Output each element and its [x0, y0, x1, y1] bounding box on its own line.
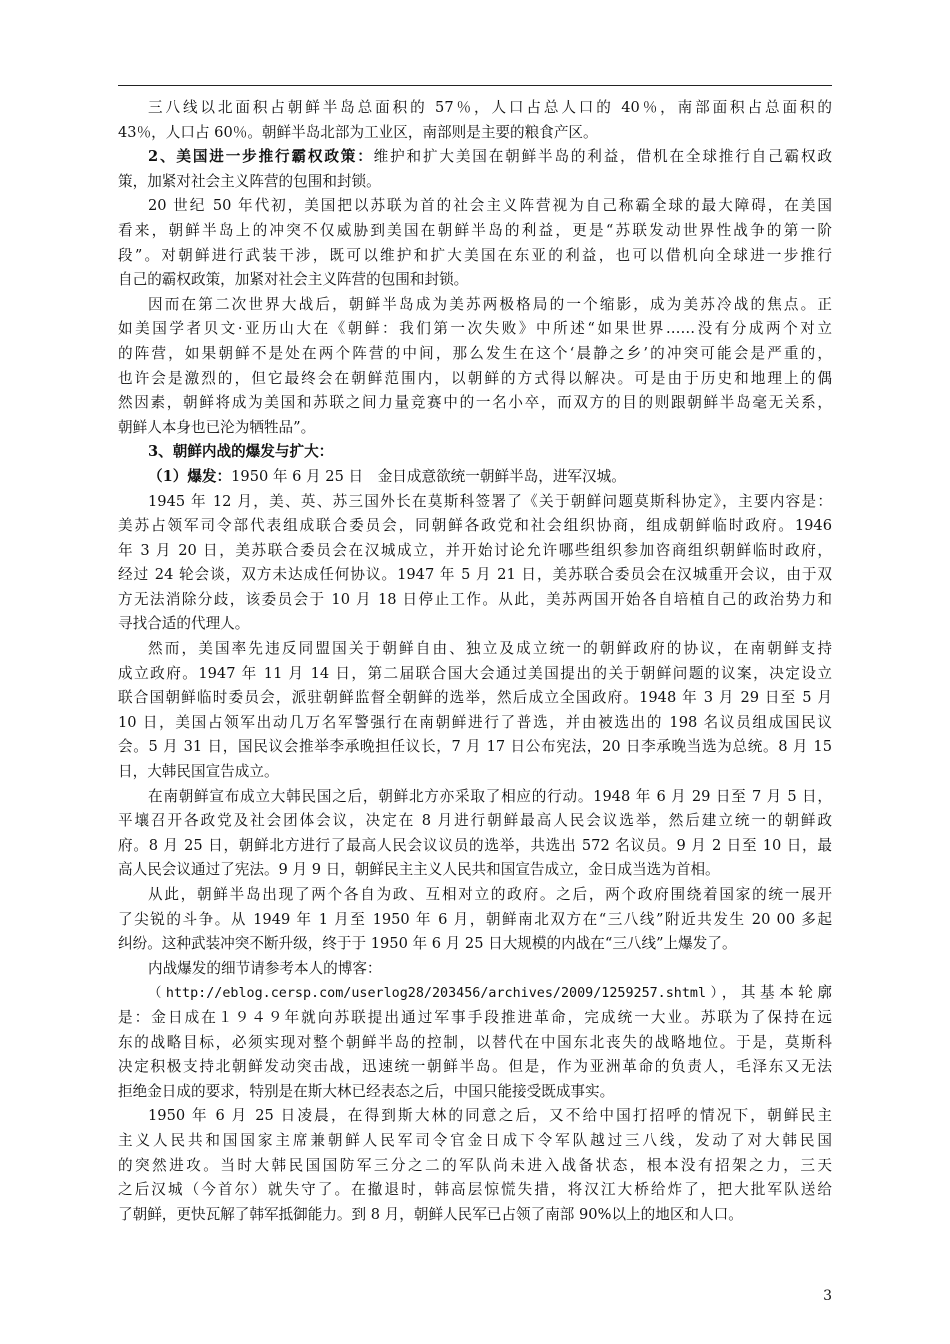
text-line [118, 1203, 832, 1228]
line-text: 1950 年 6 月 25 日 金日成意欲统一朝鲜半岛，进军汉城。 [231, 467, 626, 485]
text-line [118, 170, 832, 195]
line-text: 成立政府。1947 年 11 月 14 日，第二届联合国大会通过美国提出的关于朝鲜问题的议案，决定设立 [118, 664, 832, 682]
text-line [118, 539, 832, 564]
section-heading: 3、朝鲜内战的爆发与扩大： [148, 443, 334, 461]
text-line [118, 145, 832, 170]
line-text: 是：金日成在１９４９年就向苏联提出通过军事手段推进革命，完成统一大业。苏联为了保持在远 [118, 1008, 832, 1026]
text-line [118, 711, 832, 736]
line-text: 10 日，美国占领军出动几万名军警强行在南朝鲜进行了普选，并由被选出的 198 名议员组成国民议 [118, 713, 832, 731]
text-line [118, 637, 832, 662]
text-line [118, 785, 832, 810]
section-heading: 2、美国进一步推行霸权政策： [148, 148, 374, 166]
text-line [118, 760, 832, 785]
text-line [118, 809, 832, 834]
line-text: 纠纷。这种武装冲突不断升级，终于于 1950 年 6 月 25 日大规模的内战在“三八线”上爆发了。 [118, 935, 737, 953]
text-line [118, 932, 832, 957]
text-line [118, 1031, 832, 1056]
text-line [118, 957, 832, 982]
blog-url: （http://eblog.cersp.com/userlog28/203456/archives/2009/1259257.shtml） [148, 986, 722, 1002]
line-text: 然因素，朝鲜将成为美国和苏联之间力量竞赛中的一名小卒，而双方的目的则跟朝鲜半岛毫无关系， [118, 394, 832, 412]
line-text: 平壤召开各政党及社会团体会议，决定在 8 月进行朝鲜最高人民会议选举，然后建立统一的朝鲜政 [118, 812, 832, 830]
line-text: 三八线以北面积占朝鲜半岛总面积的 57％，人口占总人口的 40％，南部面积占总面积的 [148, 99, 832, 116]
text-line [118, 219, 832, 244]
line-text: 决定积极支持北朝鲜发动突击战，迅速统一朝鲜半岛。但是，作为亚洲革命的负责人，毛泽东又无法 [118, 1058, 832, 1076]
line-text: 方无法消除分歧，该委员会于 10 月 18 日停止工作。从此，美苏两国开始各自培植自己的政治势力和 [118, 590, 832, 608]
text-line [118, 1104, 832, 1129]
line-text: 维护和扩大美国在朝鲜半岛的利益，借机在全球推行自己霸权政 [373, 148, 832, 166]
text-line [118, 121, 832, 146]
line-text: 看来，朝鲜半岛上的冲突不仅威胁到美国在朝鲜半岛的利益，更是“苏联发动世界性战争的第一阶 [118, 221, 832, 239]
text-line [118, 1055, 832, 1080]
line-text: 43％，人口占 60％。朝鲜半岛北部为工业区，南部则是主要的粮食产区。 [118, 123, 598, 141]
text-line [118, 317, 832, 342]
page-number: 3 [823, 1288, 832, 1304]
line-text: 美苏占领军司令部代表组成联合委员会，同朝鲜各政党和社会组织协商，组成朝鲜临时政府。1946 [118, 517, 832, 535]
text-line [118, 612, 832, 637]
line-text: 1950 年 6 月 25 日凌晨，在得到斯大林的同意之后，又不给中国打招呼的情况下，朝鲜民主 [148, 1107, 832, 1125]
line-text: 的阵营，如果朝鲜不是处在两个阵营的中间，那么发生在这个‘晨静之乡’的冲突可能会是严重的， [118, 344, 832, 362]
text-line [118, 563, 832, 588]
section-heading: （1）爆发： [148, 467, 232, 485]
line-text: 主义人民共和国国家主席兼朝鲜人民军司令官金日成下令军队越过三八线，发动了对大韩民国 [118, 1131, 832, 1149]
text-line [118, 391, 832, 416]
line-text: 年 3 月 20 日，美苏联合委员会在汉城成立，并开始讨论允许哪些组织参加咨商组织朝鲜临时政府， [118, 541, 832, 559]
header-rule [118, 85, 832, 86]
line-text: 拒绝金日成的要求，特别是在斯大林已经表态之后，中国只能接受既成事实。 [118, 1082, 615, 1100]
line-text: 策，加紧对社会主义阵营的包围和封锁。 [118, 172, 381, 190]
line-text: 自己的霸权政策，加紧对社会主义阵营的包围和封锁。 [118, 271, 469, 289]
text-line [118, 1178, 832, 1203]
text-line [118, 268, 832, 293]
text-line [118, 96, 832, 121]
line-text: ，其基本轮廓 [721, 984, 832, 1002]
line-text: 也许会是激烈的，但它最终会在朝鲜范围内，以朝鲜的方式得以解决。可是由于历史和地理上的偶 [118, 369, 832, 387]
line-text: 高人民会议通过了宪法。9 月 9 日，朝鲜民主主义人民共和国宣告成立，金日成当选为首相。 [118, 861, 720, 879]
line-text: 了尖锐的斗争。从 1949 年 1 月至 1950 年 6 月，朝鲜南北双方在“三八线”附近共发生 20 00 多起 [118, 910, 832, 928]
line-text: 朝鲜人本身也已沦为牺牲品”。 [118, 418, 316, 436]
text-line [118, 194, 832, 219]
line-text: 了朝鲜，更快瓦解了韩军抵御能力。到 8 月，朝鲜人民军已占领了南部 90%以上的地区和人口。 [118, 1205, 743, 1223]
text-line [118, 1080, 832, 1105]
line-text: 寻找合适的代理人。 [118, 615, 250, 633]
text-line [118, 735, 832, 760]
line-text: 内战爆发的细节请参考本人的博客： [148, 959, 382, 977]
line-text: 联合国朝鲜临时委员会，派驻朝鲜监督全朝鲜的选举，然后成立全国政府。1948 年 3 月 29 日至 5 月 [118, 689, 832, 707]
line-text: 1945 年 12 月，美、英、苏三国外长在莫斯科签署了《关于朝鲜问题莫斯科协定》，主要内容是： [148, 492, 832, 510]
line-text: 府。8 月 25 日，朝鲜北方进行了最高人民会议议员的选举，共选出 572 名议员。9 月 2 日至 10 日，最 [118, 836, 832, 854]
line-text: 因而在第二次世界大战后，朝鲜半岛成为美苏两极格局的一个缩影，成为美苏冷战的焦点。正 [148, 295, 832, 313]
text-line [118, 440, 832, 465]
document-body [118, 96, 832, 1227]
text-line [118, 883, 832, 908]
line-text: 20 世纪 50 年代初，美国把以苏联为首的社会主义阵营视为自己称霸全球的最大障碍，在美国 [148, 197, 832, 215]
text-line [118, 686, 832, 711]
line-text: 如美国学者贝文·亚历山大在《朝鲜：我们第一次失败》中所述“如果世界……没有分成两个对立 [118, 320, 832, 338]
text-line [118, 244, 832, 269]
line-text: 在南朝鲜宣布成立大韩民国之后，朝鲜北方亦采取了相应的行动。1948 年 6 月 29 日至 7 月 5 日， [148, 787, 832, 805]
text-line [118, 588, 832, 613]
text-line [118, 981, 832, 1006]
text-line [118, 465, 832, 490]
text-line [118, 367, 832, 392]
line-text: 经过 24 轮会谈，双方未达成任何协议。1947 年 5 月 21 日，美苏联合委员会在汉城重开会议，由于双 [118, 566, 832, 584]
line-text: 然而，美国率先违反同盟国关于朝鲜自由、独立及成立统一的朝鲜政府的协议，在南朝鲜支持 [148, 640, 832, 658]
text-line [118, 662, 832, 687]
line-text: 日，大韩民国宣告成立。 [118, 763, 279, 781]
text-line [118, 490, 832, 515]
line-text: 从此，朝鲜半岛出现了两个各自为政、互相对立的政府。之后，两个政府围绕着国家的统一展开 [148, 886, 832, 903]
line-text: 会。5 月 31 日，国民议会推举李承晚担任议长，7 月 17 日公布宪法，20 日李承晚当选为总统。8 月 15 [118, 738, 832, 756]
line-text: 的突然进攻。当时大韩民国国防军三分之二的军队尚未进入战备状态，根本没有招架之力，三天 [118, 1156, 832, 1174]
text-line [118, 342, 832, 367]
text-line [118, 293, 832, 318]
line-text: 东的战略目标，必须实现对整个朝鲜半岛的控制，以替代在中国东北丧失的战略地位。于是，莫斯科 [118, 1033, 832, 1051]
text-line [118, 1154, 832, 1179]
text-line [118, 834, 832, 859]
text-line [118, 1006, 832, 1031]
line-text: 之后汉城（今首尔）就失守了。在撤退时，韩高层惊慌失措，将汉江大桥给炸了，把大批军队送给 [118, 1181, 832, 1199]
text-line [118, 1129, 832, 1154]
text-line [118, 514, 832, 539]
text-line [118, 416, 832, 441]
text-line [118, 908, 832, 933]
line-text: 段”。对朝鲜进行武装干涉，既可以维护和扩大美国在东亚的利益，也可以借机向全球进一步推行 [118, 246, 832, 264]
text-line [118, 858, 832, 883]
